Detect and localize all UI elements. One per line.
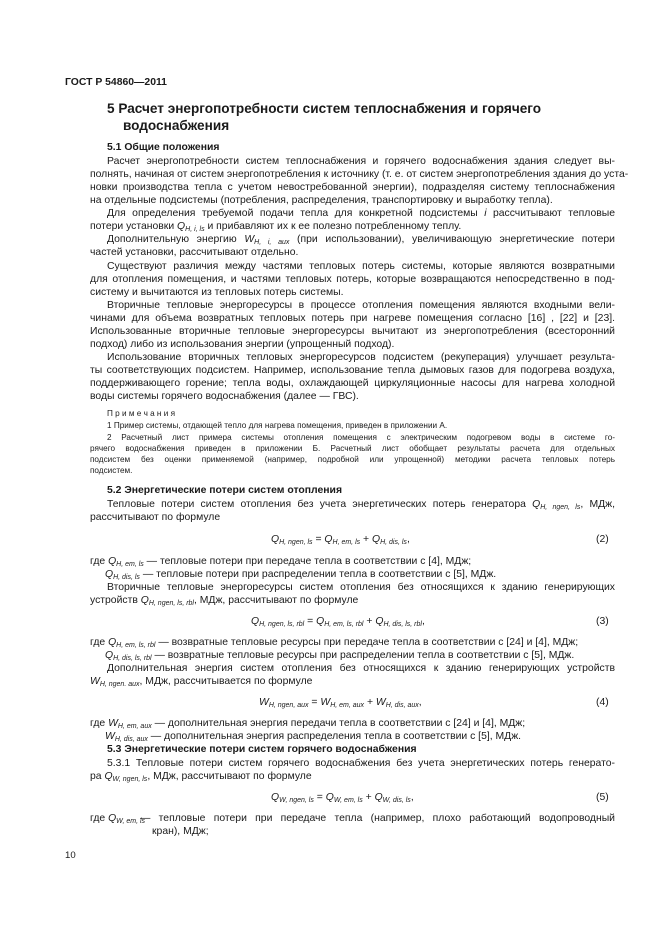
text-line: Использование вторичных тепловых энергоресурсов подсистем (рекуперация) улучшает результа- bbox=[107, 352, 615, 363]
text-line: чинами для объема возвратных тепловых потерь при нагреве помещения согласно [16] , [22] и [23]. bbox=[90, 313, 615, 324]
text-line: ра $Q_{W, ngen, ls}$, МДж, рассчитывают по формуле bbox=[90, 771, 312, 783]
notes-title: П р и м е ч а н и я bbox=[107, 409, 176, 418]
text-line: Дополнительную энергию $W_{H, i, aux}$ (при использовании), увеличивающую энергетические потери bbox=[107, 234, 615, 246]
subsection-heading-5-3: 5.3 Энергетические потери систем горячего водоснабжения bbox=[107, 744, 417, 755]
text-line: Вторичные тепловые энергоресурсы в процессе отопления помещения являются входными вели- bbox=[107, 300, 615, 311]
where-line: где $Q_{H, em, ls}$ — тепловые потери при передаче тепла в соответствии с [4], МДж; bbox=[90, 556, 472, 568]
formula-4: $W_{H, ngen, aux} = W_{H, em, aux} + W_{H, dis, aux}$, bbox=[259, 697, 422, 709]
text-line: ты соответствующих подсистем. Например, использование тепла дымовых газов для подогрева воздуха, bbox=[90, 365, 615, 376]
where-line: где $W_{H, em, aux}$ — дополнительная энергия передачи тепла в соответствии с [24] и [4], МДж; bbox=[90, 718, 526, 730]
subsection-heading-5-2: 5.2 Энергетические потери систем отопления bbox=[107, 485, 343, 496]
note-2-line: подсистем. bbox=[90, 466, 133, 475]
section-heading: 5 Расчет энергопотребности систем теплоснабжения и горячего bbox=[107, 101, 542, 116]
text-line: рассчитывают по формуле bbox=[90, 512, 221, 523]
text-line: новки производства тепла с учетом невостребованной энергии), подразделяя систему теплоснабжения bbox=[90, 182, 615, 193]
text-line: на отдельные подсистемы (потребления, распределения, транспортировку и выработку тепла). bbox=[90, 195, 553, 206]
formula-5: $Q_{W, ngen, ls} = Q_{W, em, ls} + Q_{W, dis, ls}$, bbox=[271, 792, 414, 804]
text-line: полнять, начиная от систем энергопотребления к источнику (т. е. от систем энергопотребления здания до уста- bbox=[90, 169, 629, 180]
where-line-cont: кран), МДж; bbox=[152, 826, 209, 837]
where-line: где $Q_{H, em, ls, rbl}$ — возвратные тепловые ресурсы при передаче тепла в соответствии с [24] и [4], МДж; bbox=[90, 637, 579, 649]
equation-number: (3) bbox=[596, 616, 609, 627]
where-line: $Q_{H, dis, ls}$ — тепловые потери при распределении тепла в соответствии с [5], МДж. bbox=[105, 569, 497, 581]
text-line: Тепловые потери систем отопления без учета энергетических потерь генератора $Q_{H, ngen, ls}$, МДж, bbox=[107, 499, 615, 511]
formula-3: $Q_{H, ngen, ls, rbl} = Q_{H, em, ls, rbl} + Q_{H, dis, ls, rbl}$, bbox=[251, 616, 425, 628]
text-line: Расчет энергопотребности систем теплоснабжения и горячего водоснабжения здания следует вы- bbox=[107, 156, 615, 167]
equation-number: (5) bbox=[596, 792, 609, 803]
text-line: поддерживающего горение; тепла воды, охлаждающей циркуляционные насосы для нагрева холодной bbox=[90, 378, 615, 389]
note-2-line: рячего водоснабжения приведен в приложении Б. Расчетный лист обобщает результаты расчета для отдельных bbox=[90, 444, 615, 453]
note-2: 2 Расчетный лист примера системы отопления помещения с электрическим подогревом воды в системе го- bbox=[107, 433, 615, 442]
page-number: 10 bbox=[65, 850, 76, 861]
text-line: Использованные вторичные тепловые энергоресурсы вычитают из энергопотребления (всесторонний bbox=[90, 326, 615, 337]
text-line: частей установки, рассчитывают отдельно. bbox=[90, 247, 299, 258]
text-line: $W_{H, ngen. aux}$, МДж, рассчитывается по формуле bbox=[90, 676, 313, 688]
text-line: воды системы горячего водоснабжения (далее — ГВС). bbox=[90, 391, 359, 402]
text-line: 5.3.1 Тепловые потери систем горячего водоснабжения без учета энергетических потерь генерато- bbox=[107, 758, 615, 769]
text-line: для отопления помещения, и частями тепловых потерь, которые возвращаются непосредственно в под- bbox=[90, 274, 615, 285]
where-line: $Q_{H, dis, ls, rbl}$ — возвратные тепловые ресурсы при распределении тепла в соответствии с [5], МДж. bbox=[105, 650, 575, 662]
text-line: устройств $Q_{H, ngen, ls, rbl}$, МДж, рассчитывают по формуле bbox=[90, 595, 359, 607]
text-line: Дополнительная энергия систем отопления без относящихся к зданию генерирующих устройств bbox=[107, 663, 615, 674]
text-line: систему и вычитаются из тепловых потерь системы. bbox=[90, 287, 344, 298]
where-line: где $Q_{W, em, ls}$ bbox=[90, 813, 146, 825]
document-header: ГОСТ Р 54860—2011 bbox=[65, 77, 167, 88]
note-1: 1 Пример системы, отдающей тепло для нагрева помещения, приведен в приложении А. bbox=[107, 421, 448, 430]
subsection-heading-5-1: 5.1 Общие положения bbox=[107, 142, 220, 153]
text-line: Для определения требуемой подачи тепла для конкретной подсистемы i рассчитывают тепловые bbox=[107, 208, 615, 219]
where-line-text: — тепловые потери при передаче тепла (например, плохо работающий водопроводный bbox=[140, 813, 615, 824]
text-line: подход) либо из использования энергии (упрощенный подход). bbox=[90, 339, 395, 350]
text-line: потери установки $Q_{H, i, ls}$ и прибавляют их к ее полезно потребленному теплу. bbox=[90, 221, 462, 233]
where-line: $W_{H, dis, aux}$ — дополнительная энергия распределения тепла в соответствии с [5], МДж. bbox=[105, 731, 522, 743]
text-line: Вторичные тепловые энергоресурсы систем отопления без относящихся к зданию генерирующих bbox=[107, 582, 615, 593]
equation-number: (2) bbox=[596, 534, 609, 545]
text-line: Существуют различия между частями тепловых потерь системы, которые являются возвратными bbox=[107, 261, 615, 272]
equation-number: (4) bbox=[596, 697, 609, 708]
note-2-line: подсистем без оценки применяемой (например, подробной или упрощенной) методики расчета тепловых потерь bbox=[90, 455, 615, 464]
section-heading-cont: водоснабжения bbox=[123, 118, 230, 133]
formula-2: $Q_{H, ngen, ls} = Q_{H, em, ls} + Q_{H, dis, ls}$, bbox=[271, 534, 410, 546]
